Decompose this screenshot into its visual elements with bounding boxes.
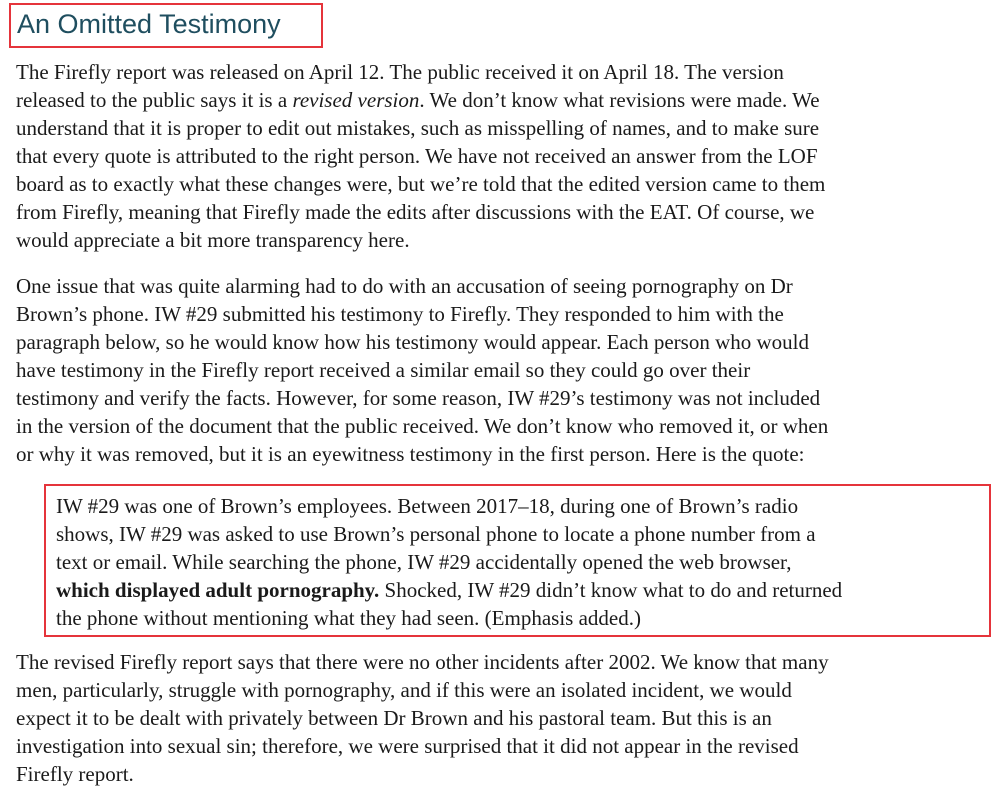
bold-emphasis-text: which displayed adult pornography. bbox=[56, 578, 380, 602]
quote-line: the phone without mentioning what they had seen. (Emphasis added.) bbox=[56, 606, 641, 630]
quote-line: IW #29 was one of Brown’s employees. Between 2017–18, during one of Brown’s radio bbox=[56, 494, 799, 518]
text-line: would appreciate a bit more transparency here. bbox=[16, 228, 410, 252]
text-line: investigation into sexual sin; therefore, we were surprised that it did not appear in the revised bbox=[16, 734, 799, 758]
text-line: paragraph below, so he would know how his testimony would appear. Each person who would bbox=[16, 330, 809, 354]
quote-line: text or email. While searching the phone, IW #29 accidentally opened the web browser, bbox=[56, 550, 792, 574]
text-segment: . We don’t know what revisions were made. We bbox=[419, 88, 820, 112]
text-segment: released to the public says it is a bbox=[16, 88, 293, 112]
text-line: The revised Firefly report says that there were no other incidents after 2002. We know that many bbox=[16, 650, 829, 674]
text-line: Brown’s phone. IW #29 submitted his testimony to Firefly. They responded to him with the bbox=[16, 302, 784, 326]
text-line: board as to exactly what these changes were, but we’re told that the edited version came to them bbox=[16, 172, 826, 196]
text-line: understand that it is proper to edit out mistakes, such as misspelling of names, and to make sure bbox=[16, 116, 820, 140]
quote-line: shows, IW #29 was asked to use Brown’s personal phone to locate a phone number from a bbox=[56, 522, 816, 546]
text-line: men, particularly, struggle with pornography, and if this were an isolated incident, we would bbox=[16, 678, 792, 702]
text-line: in the version of the document that the public received. We don’t know who removed it, or when bbox=[16, 414, 829, 438]
text-line: The Firefly report was released on April 12. The public received it on April 18. The version bbox=[16, 60, 784, 84]
text-line bbox=[16, 86, 988, 114]
text-line: or why it was removed, but it is an eyewitness testimony in the first person. Here is the quote: bbox=[16, 442, 805, 466]
paragraph-revised-version bbox=[16, 58, 988, 254]
text-line: that every quote is attributed to the right person. We have not received an answer from the LOF bbox=[16, 144, 818, 168]
text-line: from Firefly, meaning that Firefly made the edits after discussions with the EAT. Of course, we bbox=[16, 200, 815, 224]
section-heading: An Omitted Testimony bbox=[17, 9, 281, 39]
text-segment: Shocked, IW #29 didn’t know what to do and returned bbox=[379, 578, 843, 602]
paragraph-alarming-issue bbox=[16, 272, 988, 468]
text-line: have testimony in the Firefly report received a similar email so they could go over their bbox=[16, 358, 751, 382]
text-line: testimony and verify the facts. However, for some reason, IW #29’s testimony was not included bbox=[16, 386, 821, 410]
block-quote bbox=[56, 492, 981, 632]
emphasis-text: revised version bbox=[292, 88, 420, 112]
text-line: expect it to be dealt with privately between Dr Brown and his pastoral team. But this is an bbox=[16, 706, 772, 730]
quote-highlight-box bbox=[44, 484, 991, 637]
paragraph-revised-report bbox=[16, 648, 988, 788]
quote-line bbox=[56, 576, 981, 604]
text-line: One issue that was quite alarming had to do with an accusation of seeing pornography on Dr bbox=[16, 274, 793, 298]
text-line: Firefly report. bbox=[16, 762, 134, 786]
